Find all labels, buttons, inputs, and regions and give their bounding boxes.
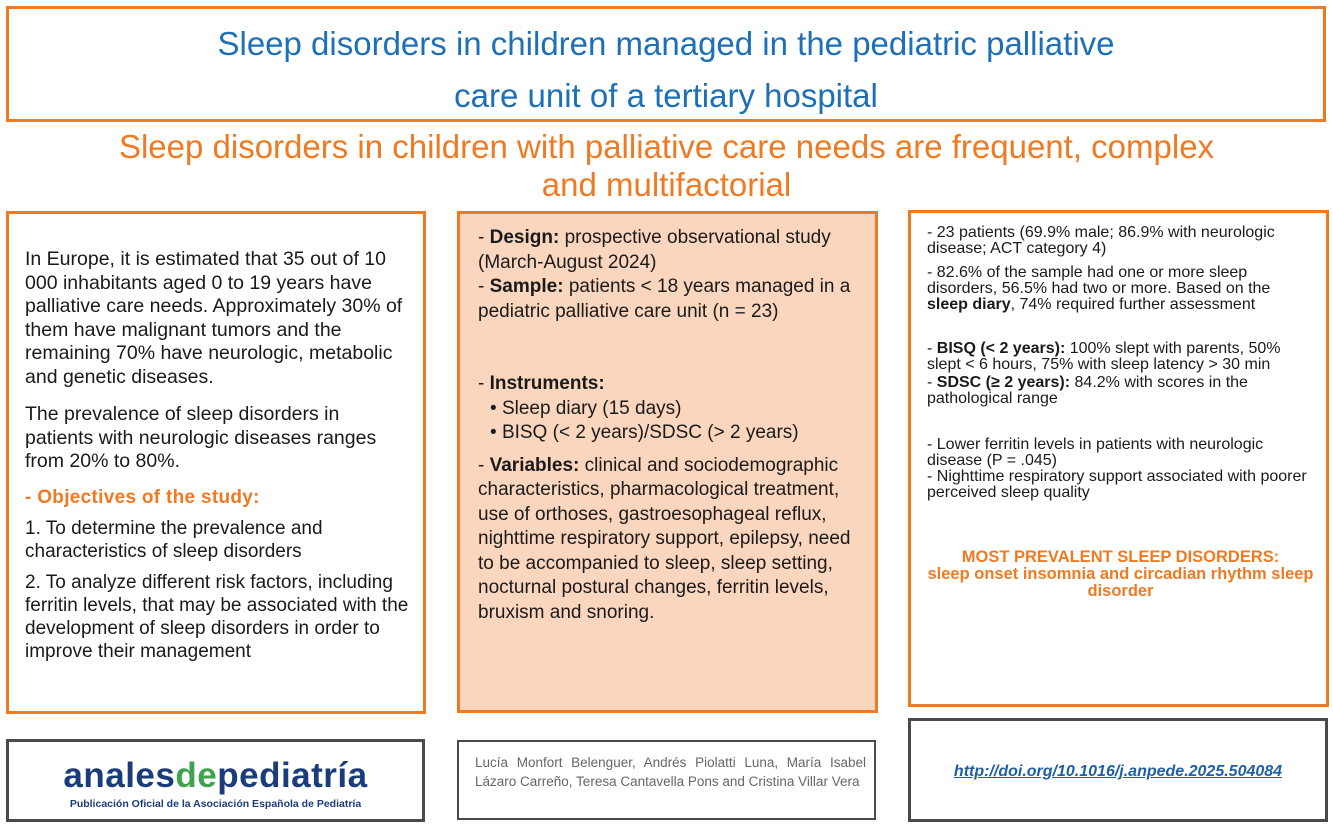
callout-line-1: MOST PREVALENT SLEEP DISORDERS: (961, 548, 1280, 566)
result-prevalence-text-2: , 74% required further assessment (1010, 296, 1256, 313)
result-prevalence-text-1: - 82.6% of the sample had one or more sleep disorders, 56.5% had two or more. Based on the (927, 264, 1271, 297)
authors-text: Lucía Monfort Belenguer, Andrés Piolatti Luna, María Isabel Lázaro Carreño, Teresa Cantavella Pons and Cristina Villar Vera (475, 755, 866, 789)
variables-text: clinical and sociodemographic characteristics, pharmacological treatment, use of orthoses, gastroesophageal reflux, nighttime respiratory support, epilepsy, need to be accompanied to sleep, sleep setting, nocturnal postural changes, ferritin levels, bruxism and snoring. (478, 454, 851, 623)
result-bisq: - BISQ (< 2 years): 100% slept with parents, 50% slept < 6 hours, 75% with sleep latency > 30 min (927, 340, 1281, 373)
subtitle-line-1: Sleep disorders in children with palliative care needs are frequent, complex (118, 128, 1215, 165)
sleep-diary-bold: sleep diary (927, 296, 1011, 313)
bisq-text: 100% slept with parents, 50% slept < 6 hours, 75% with sleep latency > 30 min (927, 340, 1281, 373)
journal-logo-box (6, 739, 425, 822)
sdsc-label: SDSC (≥ 2 years): (936, 374, 1071, 391)
instruments-label: Instruments: (489, 373, 605, 394)
title-box (6, 6, 1326, 122)
result-patients: - 23 patients (69.9% male; 86.9% with neurologic disease; ACT category 4) (927, 224, 1275, 257)
variables-item: - Variables: clinical and sociodemographic characteristics, pharmacological treatment, use of orthoses, gastroesophageal reflux, nighttime respiratory support, epilepsy, need to be accompanied to sleep, sleep setting, nocturnal postural changes, ferritin levels, bruxism and snoring. (478, 454, 851, 623)
design-text: prospective observational study (March-August 2024) (478, 227, 831, 273)
logo-tagline: Publicación Oficial de la Asociación Española de Pediatría (69, 798, 362, 810)
spacer (478, 348, 865, 372)
intro-paragraph-1: In Europe, it is estimated that 35 out of 10 000 inhabitants aged 0 to 19 years have palliative care needs. Approximately 30% of them have malignant tumors and the remaining 70% have neurologic, metabolic and genetic diseases. (25, 248, 403, 388)
title-line-1: Sleep disorders in children managed in the pediatric palliative (217, 25, 1115, 62)
variables-label: Variables: (489, 454, 580, 476)
result-prevalence (927, 265, 1314, 313)
design-item: - Design: prospective observational study (March-August 2024) (478, 227, 831, 273)
instrument-2: • BISQ (< 2 years)/SDSC (> 2 years) (490, 422, 799, 443)
logo-word-2: de (175, 756, 218, 795)
subtitle-line-2: and multifactorial (541, 166, 792, 203)
authors-box (457, 740, 876, 820)
introduction-panel (6, 211, 426, 714)
instruments-item: - Instruments: (478, 373, 605, 394)
title-line-2: care unit of a tertiary hospital (454, 77, 878, 114)
sample-item: - Sample: patients < 18 years managed in a pediatric palliative care unit (n = 23) (478, 276, 851, 322)
sample-text: patients < 18 years managed in a pediatric palliative care unit (n = 23) (478, 276, 851, 322)
instrument-2-text: BISQ (< 2 years)/SDSC (> 2 years) (501, 422, 799, 443)
callout (927, 549, 1314, 600)
logo-word-3: pediatría (217, 756, 368, 795)
intro-paragraph-2: The prevalence of sleep disorders in patients with neurologic diseases ranges from 20% to 80%. (25, 403, 377, 472)
instrument-1-text: Sleep diary (15 days) (501, 397, 682, 419)
doi-box (908, 718, 1328, 822)
objectives-heading: - Objectives of the study: (25, 486, 260, 508)
doi-link[interactable]: http://doi.org/10.1016/j.anpede.2025.504084 (953, 763, 1283, 780)
sdsc-text: 84.2% with scores in the pathological range (927, 374, 1248, 407)
result-respiratory: - Nighttime respiratory support associated with poorer perceived sleep quality (927, 468, 1307, 501)
objective-2: 2. To analyze different risk factors, including ferritin levels, that may be associated with the development of sleep disorders in order to improve their management (25, 572, 409, 662)
result-sdsc: - SDSC (≥ 2 years): 84.2% with scores in the pathological range (927, 374, 1248, 407)
sample-label: Sample: (489, 276, 564, 297)
methods-panel (457, 211, 878, 713)
logo-word-1: anales (63, 756, 176, 795)
results-panel (908, 210, 1329, 707)
result-ferritin: - Lower ferritin levels in patients with neurologic disease (P = .045) (927, 436, 1264, 469)
spacer (478, 446, 865, 454)
instrument-1: • Sleep diary (15 days) (490, 397, 682, 419)
design-label: Design: (489, 227, 560, 248)
callout-line-2: sleep onset insomnia and circadian rhythm sleep disorder (927, 565, 1314, 600)
objective-1: 1. To determine the prevalence and characteristics of sleep disorders (25, 518, 323, 562)
bisq-label: BISQ (< 2 years): (936, 340, 1066, 357)
spacer (478, 324, 865, 348)
journal-logo (9, 756, 422, 796)
